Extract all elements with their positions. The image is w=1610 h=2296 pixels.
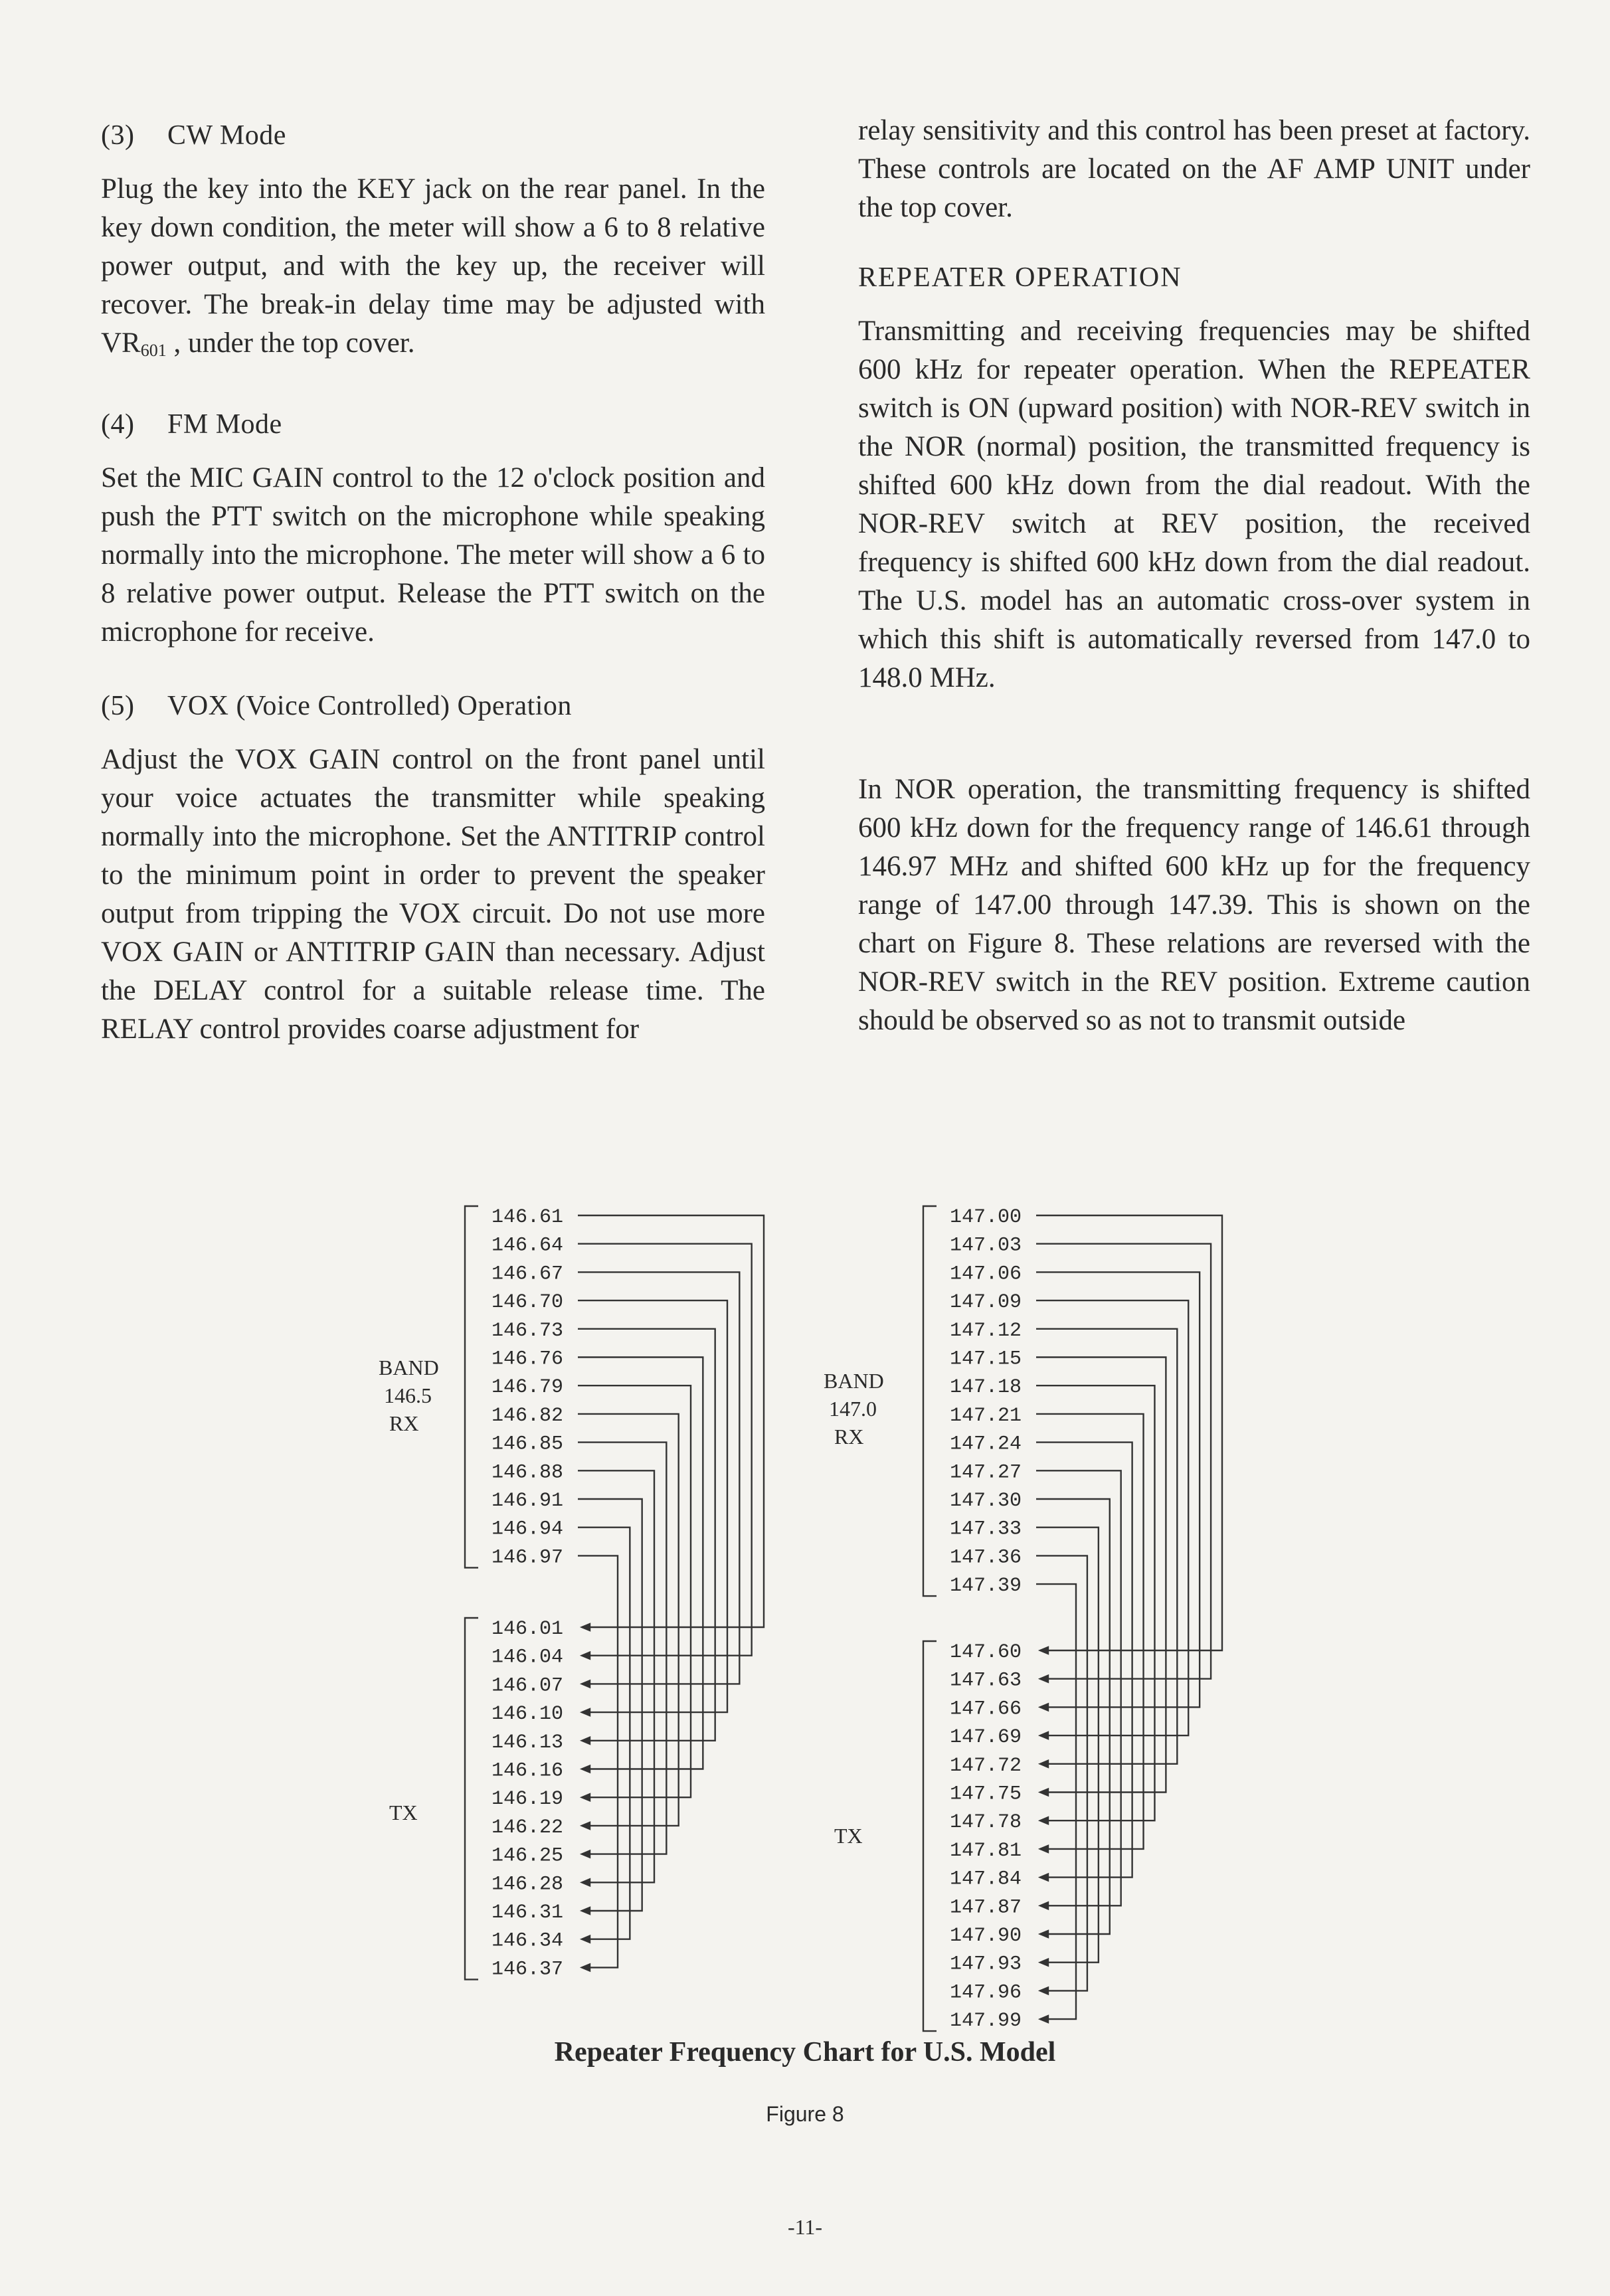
band2-connector-6 [1036,1385,1154,1820]
band2-rx-freq-5: 147.15 [950,1348,1022,1371]
fm-mode-text: Set the MIC GAIN control to the 12 o'clock position and push the PTT switch on the microphone while speaking normally into the microphone. The meter will show a 6 to 8 relative power output. Release the PTT switch on the microphone for receive. [101,462,765,648]
band2-rx-freq-9: 147.27 [950,1461,1022,1484]
band1-tx-freq-0: 146.01 [492,1618,564,1640]
band1-rx-freq-11: 146.94 [492,1518,564,1541]
band2-rx-label: RX [834,1425,864,1449]
band2-arrow-2 [1040,1704,1048,1710]
band1-band-freq: 146.5 [384,1383,432,1407]
band1-arrow-1 [582,1652,590,1659]
band2-rx-freq-4: 147.12 [950,1319,1022,1342]
band2-tx-freq-11: 147.93 [950,1953,1022,1976]
band1-arrow-2 [582,1680,590,1687]
band2-rx-freq-11: 147.33 [950,1518,1022,1541]
band1-rx-freq-1: 146.64 [492,1234,564,1257]
band1-rx-bracket [465,1206,478,1567]
band1-connector-6 [578,1385,691,1797]
band1-connector-5 [578,1358,703,1769]
band1-rx-freq-8: 146.85 [492,1433,564,1456]
band2-arrow-10 [1040,1931,1048,1937]
band1-arrow-5 [582,1766,590,1773]
band1-rx-label: RX [389,1411,419,1435]
band1-rx-freq-3: 146.70 [492,1291,564,1314]
band1-tx-freq-9: 146.28 [492,1873,564,1896]
band2-arrow-12 [1040,1987,1048,1994]
band2-rx-freq-7: 147.21 [950,1404,1022,1427]
band2-rx-freq-1: 147.03 [950,1234,1022,1257]
band1-tx-freq-11: 146.34 [492,1929,564,1953]
band1-tx-freq-12: 146.37 [492,1958,564,1981]
band2-rx-freq-10: 147.30 [950,1490,1022,1512]
band1-rx-freq-7: 146.82 [492,1404,564,1427]
band2-connector-8 [1036,1443,1132,1878]
band1-arrow-7 [582,1822,590,1829]
vox-text: Adjust the VOX GAIN control on the front panel until your voice actuates the transmitter while speaking normally into the microphone. Set the ANTITRIP control to the minimum point in order to prevent the speaker output from tripping the VOX circuit. Do not use more VOX GAIN or ANTITRIP GAIN than necessary. Adjust the DELAY control for a suitable release time. The RELAY control provides coarse adjustment for [101,744,765,1045]
band1-rx-freq-6: 146.79 [492,1376,564,1399]
vox-heading: (5) VOX (Voice Controlled) Operation [101,691,572,721]
band2-rx-freq-2: 147.06 [950,1263,1022,1286]
band1-tx-freq-7: 146.22 [492,1816,564,1839]
band1-rx-freq-4: 146.73 [492,1319,564,1342]
band1-rx-freq-2: 146.67 [492,1263,564,1286]
band1-tx-freq-4: 146.13 [492,1731,564,1754]
repeater-frequency-chart [332,1195,1262,2032]
band2-arrow-0 [1040,1647,1048,1654]
band1-connector-11 [578,1528,630,1939]
band2-connector-12 [1036,1555,1087,1990]
band2-tx-label: TX [834,1824,863,1848]
left-column [101,112,765,1087]
band2-connector-0 [1036,1215,1222,1650]
band2-tx-freq-12: 147.96 [950,1981,1022,2004]
band2-tx-freq-3: 147.69 [950,1726,1022,1749]
band1-arrow-8 [582,1851,590,1858]
band1-band-label: BAND [379,1356,439,1379]
band1-connector-12 [578,1555,618,1967]
band2-connector-7 [1036,1414,1144,1849]
band1-arrow-4 [582,1737,590,1744]
band2-arrow-8 [1040,1874,1048,1881]
relay-continuation-text: relay sensitivity and this control has been preset at factory. These controls are located on the AF AMP UNIT under the top cover. [858,115,1530,223]
cw-mode-heading: (3) CW Mode [101,120,286,151]
band2-connector-2 [1036,1272,1200,1707]
band1-tx-freq-10: 146.31 [492,1901,564,1924]
band1-arrow-11 [582,1936,590,1943]
band2-rx-freq-0: 147.00 [950,1206,1022,1229]
band2-tx-freq-9: 147.87 [950,1896,1022,1919]
band1-arrow-10 [582,1907,590,1914]
band1-connector-4 [578,1329,715,1741]
band2-tx-freq-1: 147.63 [950,1669,1022,1692]
band1-arrow-12 [582,1964,590,1971]
band1-rx-freq-5: 146.76 [492,1348,564,1371]
band2-tx-freq-4: 147.72 [950,1754,1022,1777]
repeater-text: Transmitting and receiving frequencies may be shifted 600 kHz for repeater operation. When the REPEATER switch is ON (upward position) with NOR-REV switch in the NOR (normal) position, the transmitted frequency is shifted 600 kHz down from the dial readout. With the NOR-REV switch at REV position, the received frequency is shifted 600 kHz down from the dial readout. The U.S. model has an automatic cross-over system in which this shift is automatically reversed from 147.0 to 148.0 MHz. [858,315,1530,693]
band1-connector-7 [578,1414,679,1826]
band2-tx-freq-10: 147.90 [950,1925,1022,1947]
band1-arrow-9 [582,1879,590,1886]
band2-arrow-11 [1040,1959,1048,1966]
band2-tx-freq-5: 147.75 [950,1783,1022,1806]
page-number: -11- [787,2215,823,2239]
band1-tx-freq-3: 146.10 [492,1703,564,1726]
band2-arrow-13 [1040,2016,1048,2022]
band2-rx-freq-8: 147.24 [950,1433,1022,1456]
band1-rx-freq-0: 146.61 [492,1206,564,1229]
cw-mode-text: Plug the key into the KEY jack on the rear panel. In the key down condition, the meter will show a 6 to 8 relative power output, and with the key up, the receiver will recover. The break-in delay time may be adjusted with $VR_{601}$ , under the top cover. [101,173,765,360]
band1-tx-freq-1: 146.04 [492,1646,564,1669]
band1-connector-8 [578,1443,666,1854]
figure-caption: Repeater Frequency Chart for U.S. Model [554,2037,1056,2068]
band1-tx-freq-5: 146.16 [492,1759,564,1783]
band1-tx-label: TX [389,1801,418,1824]
band2-arrow-1 [1040,1676,1048,1682]
band1-connector-3 [578,1300,727,1712]
band2-rx-bracket [923,1206,937,1596]
band1-connector-0 [578,1215,764,1627]
band2-arrow-9 [1040,1902,1048,1909]
band2-connector-1 [1036,1244,1211,1679]
band2-tx-freq-0: 147.60 [950,1641,1022,1664]
band2-connector-9 [1036,1470,1121,1905]
band1-tx-freq-6: 146.19 [492,1788,564,1811]
band2-tx-freq-13: 147.99 [950,2010,1022,2032]
band2-rx-freq-13: 147.39 [950,1575,1022,1598]
repeater-heading: REPEATER OPERATION [858,262,1182,293]
band1-arrow-3 [582,1709,590,1716]
band1-tx-freq-2: 146.07 [492,1674,564,1698]
band2-rx-freq-3: 147.09 [950,1291,1022,1314]
band1-connector-1 [578,1244,752,1656]
band2-tx-freq-7: 147.81 [950,1839,1022,1862]
band2-tx-bracket [923,1641,937,2031]
band2-arrow-4 [1040,1761,1048,1767]
band2-tx-freq-8: 147.84 [950,1868,1022,1891]
right-column [858,112,1530,1079]
band1-tx-bracket [465,1618,478,1979]
band1-tx-freq-8: 146.25 [492,1844,564,1868]
band1-arrow-6 [582,1794,590,1801]
band2-arrow-7 [1040,1846,1048,1852]
band2-connector-5 [1036,1358,1166,1793]
band1-connector-10 [578,1499,642,1911]
fm-mode-heading: (4) FM Mode [101,409,282,440]
band2-tx-freq-6: 147.78 [950,1811,1022,1834]
band2-arrow-6 [1040,1817,1048,1824]
band1-rx-freq-12: 146.97 [492,1546,564,1569]
band2-tx-freq-2: 147.66 [950,1698,1022,1721]
figure-label: Figure 8 [766,2102,844,2126]
nor-operation-text: In NOR operation, the transmitting frequency is shifted 600 kHz down for the frequency range of 146.61 through 146.97 MHz and shifted 600 kHz up for the frequency range of 147.00 through 147.39. This is shown on the chart on Figure 8. These relations are reversed with the NOR-REV switch in the REV position. Extreme caution should be observed so as not to transmit outside [858,774,1530,1036]
band2-rx-freq-6: 147.18 [950,1376,1022,1399]
band2-rx-freq-12: 147.36 [950,1546,1022,1569]
band1-arrow-0 [582,1624,590,1631]
band1-rx-freq-9: 146.88 [492,1461,564,1484]
band2-arrow-3 [1040,1732,1048,1739]
band2-arrow-5 [1040,1789,1048,1796]
band1-rx-freq-10: 146.91 [492,1490,564,1512]
band2-band-freq: 147.0 [829,1397,877,1421]
band2-connector-4 [1036,1329,1177,1764]
band2-connector-11 [1036,1528,1099,1963]
band2-band-label: BAND [824,1369,884,1393]
